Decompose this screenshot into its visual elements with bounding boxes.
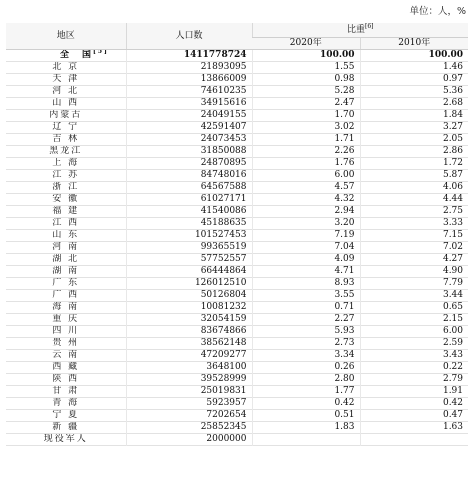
header-region: 地区: [6, 23, 126, 50]
share-2010-cell: 6.00: [360, 326, 468, 338]
region-name: 甘 肃: [52, 386, 80, 396]
table-row: [6, 146, 468, 158]
population-cell: 39528999: [126, 374, 252, 386]
region-name: 新 疆: [52, 422, 80, 432]
population-cell: 2000000: [126, 434, 252, 446]
region-name: 安 徽: [52, 194, 80, 204]
share-2020-cell: 1.71: [252, 134, 360, 146]
region-name: 陕 西: [52, 374, 80, 384]
region-name: 山 西: [52, 98, 80, 108]
population-cell: 21893095: [126, 62, 252, 74]
table-header: [6, 23, 468, 50]
share-2010-cell: 1.46: [360, 62, 468, 74]
share-2010-cell: 7.15: [360, 230, 468, 242]
table-row: [6, 326, 468, 338]
table-row: [6, 98, 468, 110]
share-2010-cell: 2.59: [360, 338, 468, 350]
table-row: [6, 410, 468, 422]
share-2010-cell: 3.44: [360, 290, 468, 302]
table-row: [6, 194, 468, 206]
share-2020-cell: 1.83: [252, 422, 360, 434]
region-name: 天 津: [52, 74, 80, 84]
population-cell: 83674866: [126, 326, 252, 338]
share-2010-cell: 2.68: [360, 98, 468, 110]
region-name: 江 苏: [52, 170, 80, 180]
population-cell: 45188635: [126, 218, 252, 230]
table-row: [6, 110, 468, 122]
share-2010-cell: 4.90: [360, 266, 468, 278]
table-row: [6, 314, 468, 326]
table-row: [6, 398, 468, 410]
region-name: 湖 南: [52, 266, 80, 276]
share-2010-cell: 1.63: [360, 422, 468, 434]
table-row: [6, 278, 468, 290]
region-name: 青 海: [52, 398, 80, 408]
population-cell: 5923957: [126, 398, 252, 410]
region-name: 北 京: [52, 62, 80, 72]
region-name: 西 藏: [52, 362, 80, 372]
share-2020-cell: 2.80: [252, 374, 360, 386]
total-population: 1411778724: [126, 50, 252, 62]
header-share-label: 比重: [347, 25, 366, 35]
table-row: [6, 362, 468, 374]
share-2010-cell: 7.02: [360, 242, 468, 254]
share-2020-cell: 7.04: [252, 242, 360, 254]
population-cell: 24870895: [126, 158, 252, 170]
share-2010-cell: 0.42: [360, 398, 468, 410]
total-note: [5]: [93, 49, 109, 55]
region-name: 四 川: [52, 326, 80, 336]
share-2010-cell: [360, 434, 468, 446]
share-2010-cell: 1.91: [360, 386, 468, 398]
header-year-2020: 2020年: [252, 38, 360, 50]
population-cell: 31850088: [126, 146, 252, 158]
population-cell: 66444864: [126, 266, 252, 278]
population-cell: 41540086: [126, 206, 252, 218]
header-population: 人口数: [126, 23, 252, 50]
population-cell: 3648100: [126, 362, 252, 374]
share-2010-cell: 0.97: [360, 74, 468, 86]
population-cell: 126012510: [126, 278, 252, 290]
total-name-cell: [6, 50, 126, 62]
header-share: [252, 23, 468, 38]
region-name: 云 南: [52, 350, 80, 360]
population-cell: 99365519: [126, 242, 252, 254]
table-row: [6, 170, 468, 182]
share-2020-cell: 1.76: [252, 158, 360, 170]
region-name: 上 海: [52, 158, 80, 168]
share-2020-cell: 4.32: [252, 194, 360, 206]
share-2020-cell: 3.20: [252, 218, 360, 230]
region-name: 湖 北: [52, 254, 80, 264]
share-2020-cell: 4.71: [252, 266, 360, 278]
share-2020-cell: 4.09: [252, 254, 360, 266]
table-row: [6, 206, 468, 218]
table-row: [6, 242, 468, 254]
population-cell: 74610235: [126, 86, 252, 98]
table-row: [6, 422, 468, 434]
population-cell: 24049155: [126, 110, 252, 122]
population-cell: 61027171: [126, 194, 252, 206]
population-cell: 47209277: [126, 350, 252, 362]
table-row: [6, 254, 468, 266]
region-name: 福 建: [52, 206, 80, 216]
share-2010-cell: 4.06: [360, 182, 468, 194]
population-cell: 84748016: [126, 170, 252, 182]
share-2020-cell: [252, 434, 360, 446]
share-2020-cell: 0.51: [252, 410, 360, 422]
share-2020-cell: 7.19: [252, 230, 360, 242]
header-year-2010: 2010年: [360, 38, 468, 50]
population-cell: 10081232: [126, 302, 252, 314]
share-2020-cell: 2.26: [252, 146, 360, 158]
region-name: 辽 宁: [52, 122, 80, 132]
share-2010-cell: 4.44: [360, 194, 468, 206]
table-row: [6, 62, 468, 74]
share-2020-cell: 3.55: [252, 290, 360, 302]
share-2010-cell: 2.05: [360, 134, 468, 146]
share-2020-cell: 0.71: [252, 302, 360, 314]
population-cell: 34915616: [126, 98, 252, 110]
share-2010-cell: 4.27: [360, 254, 468, 266]
region-name: 广 西: [52, 290, 80, 300]
share-2020-cell: 2.27: [252, 314, 360, 326]
region-name: 重 庆: [52, 314, 80, 324]
population-cell: 50126804: [126, 290, 252, 302]
share-2010-cell: 0.65: [360, 302, 468, 314]
unit-label: 单位：人，%: [409, 6, 466, 17]
population-cell: 38562148: [126, 338, 252, 350]
share-2010-cell: 2.79: [360, 374, 468, 386]
table-row-total: [6, 50, 468, 62]
table-row: [6, 266, 468, 278]
table-row: [6, 122, 468, 134]
share-2010-cell: 2.15: [360, 314, 468, 326]
share-2010-cell: 3.43: [360, 350, 468, 362]
table-row: [6, 386, 468, 398]
share-2020-cell: 0.26: [252, 362, 360, 374]
share-2020-cell: 3.02: [252, 122, 360, 134]
table-body: [6, 50, 468, 446]
share-2010-cell: 1.72: [360, 158, 468, 170]
table-row: [6, 350, 468, 362]
table-row: [6, 434, 468, 446]
region-name: 山 东: [52, 230, 80, 240]
table-row: [6, 290, 468, 302]
header-share-note: [6]: [365, 23, 374, 30]
table-row: [6, 182, 468, 194]
share-2020-cell: 0.98: [252, 74, 360, 86]
population-cell: 25852345: [126, 422, 252, 434]
region-name: 贵 州: [52, 338, 80, 348]
region-name: 海 南: [52, 302, 80, 312]
population-cell: 13866009: [126, 74, 252, 86]
region-name: 河 北: [52, 86, 80, 96]
population-cell: 24073453: [126, 134, 252, 146]
region-name: 现役军人: [43, 434, 88, 444]
share-2010-cell: 5.87: [360, 170, 468, 182]
region-name: 浙 江: [52, 182, 80, 192]
share-2020-cell: 5.93: [252, 326, 360, 338]
table-row: [6, 302, 468, 314]
share-2020-cell: 1.55: [252, 62, 360, 74]
population-cell: 42591407: [126, 122, 252, 134]
region-name: 宁 夏: [52, 410, 80, 420]
population-cell: 32054159: [126, 314, 252, 326]
share-2020-cell: 4.57: [252, 182, 360, 194]
total-name: 全 国: [60, 50, 94, 60]
region-name: 江 西: [52, 218, 80, 228]
share-2010-cell: 5.36: [360, 86, 468, 98]
table-row: [6, 218, 468, 230]
share-2020-cell: 3.34: [252, 350, 360, 362]
share-2010-cell: 2.86: [360, 146, 468, 158]
share-2020-cell: 6.00: [252, 170, 360, 182]
table-row: [6, 134, 468, 146]
share-2020-cell: 2.94: [252, 206, 360, 218]
table-row: [6, 338, 468, 350]
share-2020-cell: 0.42: [252, 398, 360, 410]
total-share-2020: 100.00: [252, 50, 360, 62]
share-2020-cell: 8.93: [252, 278, 360, 290]
share-2020-cell: 5.28: [252, 86, 360, 98]
population-cell: 57752557: [126, 254, 252, 266]
share-2010-cell: 3.33: [360, 218, 468, 230]
region-name: 吉 林: [52, 134, 80, 144]
share-2010-cell: 0.47: [360, 410, 468, 422]
share-2020-cell: 2.47: [252, 98, 360, 110]
region-name: 内蒙古: [49, 110, 83, 120]
population-cell: 25019831: [126, 386, 252, 398]
region-name: 广 东: [52, 278, 80, 288]
table-row: [6, 374, 468, 386]
share-2010-cell: 7.79: [360, 278, 468, 290]
population-cell: 101527453: [126, 230, 252, 242]
region-name: 河 南: [52, 242, 80, 252]
table-row: [6, 86, 468, 98]
table-row: [6, 158, 468, 170]
share-2010-cell: 2.75: [360, 206, 468, 218]
share-2010-cell: 1.84: [360, 110, 468, 122]
share-2020-cell: 1.70: [252, 110, 360, 122]
region-name: 黑龙江: [49, 146, 83, 156]
share-2010-cell: 3.27: [360, 122, 468, 134]
population-table: [6, 23, 468, 446]
share-2020-cell: 2.73: [252, 338, 360, 350]
table-row: [6, 230, 468, 242]
population-cell: 64567588: [126, 182, 252, 194]
table-row: [6, 74, 468, 86]
total-share-2010: 100.00: [360, 50, 468, 62]
share-2010-cell: 0.22: [360, 362, 468, 374]
population-cell: 7202654: [126, 410, 252, 422]
share-2020-cell: 1.77: [252, 386, 360, 398]
